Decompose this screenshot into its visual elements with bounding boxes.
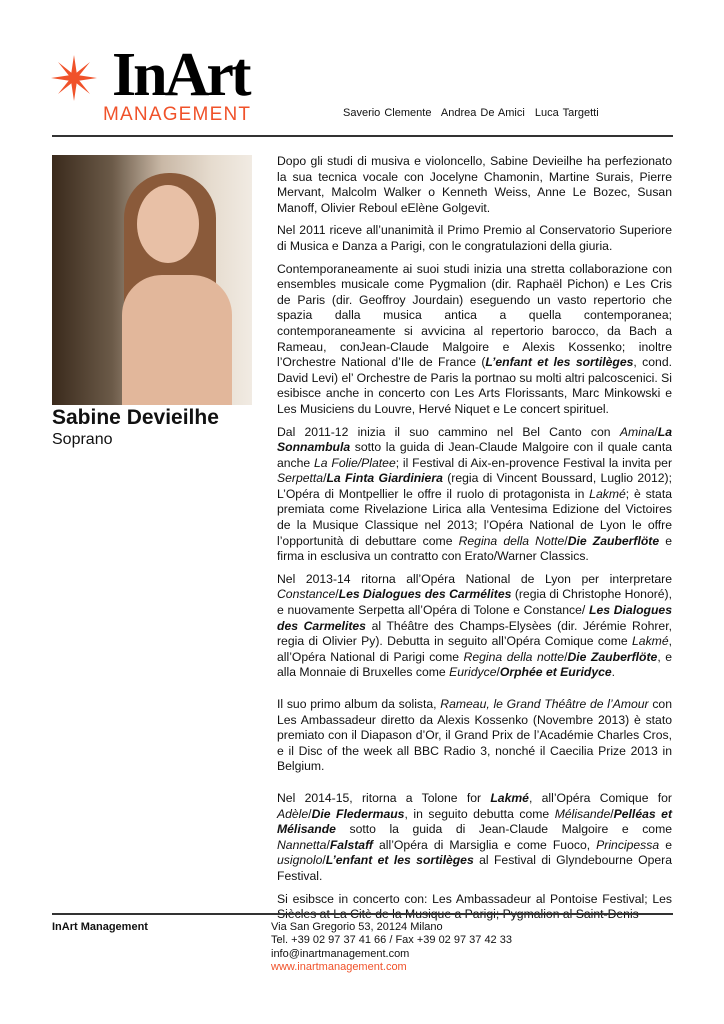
work-title: Pelléas et Mélisande [277,806,673,837]
bio-text: (regia di Christophe Honoré), e nuovamente Serpetta all’Opéra di Tolone e Constance/ [277,587,673,618]
work-title: Die Fledermaus [311,806,405,821]
work-title: Mélisande [554,806,611,821]
bio-text: ; il Festival di Aix-en-provence Festival la invita per [395,455,672,470]
bio-paragraph [277,892,672,923]
bio-text: all’Opéra di Marsiglia e come Fuoco, [372,837,597,852]
work-title: Lakmé [632,634,669,649]
footer-company: InArt Management [52,921,148,933]
partner-names [343,107,605,119]
work-title: Lakmé [490,790,529,805]
bio-text: sotto la guida di Jean-Claude Malgoire con il quale canta anche [277,440,672,470]
work-title: Serpetta [277,471,324,486]
biography [277,154,672,930]
bio-text: / [335,587,339,602]
bio-text: , all’Opéra Comique for [528,790,672,805]
star-icon [50,54,98,102]
bio-paragraph [277,154,672,216]
bio-text: sotto la guida di Jean-Claude Malgoire e come [335,822,672,837]
bio-text: . [611,665,616,680]
bio-text: / [610,806,614,821]
artist-role: Soprano [52,431,113,448]
work-title: Adèle [277,806,309,821]
work-title: Constance [277,587,336,602]
bio-text: con Les Ambassadeur diretto da Alexis Kossenko (Novembre 2013) è stato premiato con il Diapason d’Or, il Grand Prix de l’Académie Charles Cros, e il Disc of the week all BBC Radio 3, nonché il Caecilia Prize 2013 in Belgium. [277,697,672,774]
bio-text: ; è stata premiata come Rivelazione Lirica alla Ventesima Edizione del Victoires de la Musique Classique nel 2013; l’Opéra National de Lyon le offre l’opportunità di debuttare come [277,486,672,548]
footer-contact [271,921,512,974]
work-title: Regina della notte [463,649,565,664]
footer-phone: Tel. +39 02 97 37 41 66 / Fax +39 02 97 37 42 33 [271,934,512,947]
inart-logo [50,41,252,125]
work-title: Lakmé [589,486,626,501]
bio-text: / [564,649,568,664]
bio-text: e firma in esclusiva un contratto con Erato/Warner Classics. [277,533,673,564]
work-title: Rameau, le Grand Théâtre de l’Amour [440,697,649,711]
bio-paragraph [277,791,672,885]
partner-name: Saverio Clemente [343,107,432,119]
work-title: Amina [619,424,655,439]
logo-subtitle: MANAGEMENT [103,104,252,125]
bio-text: Contemporaneamente ai suoi studi inizia una stretta collaborazione con ensembles musicale come Pygmalion (dir. Raphaël Pichon) e Les Cris de Paris (dir. Geoffroy Jourdain) eseguendo un vasto repertorio che spazia dalla musica antica a quella contemporanea; contemporaneamente si avvicina al repertorio barocco, da Bach a Rameau, conJean-Claude Malgoire e Alexis Kossenko; inoltre l’Orchestre National d’Ile de France ( [277,261,672,370]
work-title: Falstaff [329,837,373,852]
bio-text: / [322,853,326,868]
footer-address: Via San Gregorio 53, 20124 Milano [271,921,443,933]
footer-divider [52,913,673,915]
bio-text: / [326,837,330,852]
bio-text: Il suo primo album da solista, [277,697,441,711]
work-title: La Folie/Platee [314,455,396,470]
bio-text: Dal 2011-12 inizia il suo cammino nel Bel Canto con [277,424,620,439]
bio-paragraph [277,262,672,418]
bio-text: (regia di Vincent Boussard, Luglio 2012); L’Opéra di Montpellier le offre il ruolo di protagonista in [277,471,672,501]
partner-name: Andrea De Amici [440,107,525,119]
artist-photo [52,155,252,405]
bio-text: Nel 2011 riceve all’unanimità il Primo Premio al Conservatorio Superiore di Musica e Danza a Parigi, con le congratulazioni della giuria. [277,223,672,253]
bio-paragraph [277,223,672,254]
work-title: Orphée et Euridyce [499,665,612,680]
work-title: usignolo [277,853,323,868]
bio-paragraph [277,425,672,565]
header-divider [52,135,673,137]
work-title: Die Zauberflöte [567,649,658,664]
footer-email[interactable]: info@inartmanagement.com [271,947,410,960]
bio-text: / [496,665,500,680]
bio-text: , in seguito debutta come [404,806,555,821]
bio-text: , e alla Monnaie di Bruxelles come [277,649,673,680]
bio-text: , cond. David Levi) el’ Orchestre de Paris la portnao su molti altri palcoscenici. Si esibisce anche in concerto con Les Arts Florissants, Marc Minkowski e Les Musiciens du Louvre, Hervé Niquet e Le concert spirituel. [277,355,672,416]
bio-text: al Festival di Glyndebourne Opera Festival. [277,853,672,883]
logo-wordmark: InArt [112,41,249,109]
bio-text: / [308,806,312,821]
work-title: Nannetta [277,837,327,852]
bio-text: / [323,471,327,486]
work-title: Die Zauberflöte [567,533,660,548]
bio-text: Si esibsce in concerto con: Les Ambassadeur al Pontoise Festival; Les [277,891,672,906]
bio-text: Dopo gli studi di musiva e violoncello, Sabine Devieilhe ha perfezionato la sua tecnica vocale con Jocelyne Chamonin, Martine Surais, Pierre Mervant, Malcolm Walker o Kenneth Weiss, Anne Le Bozec, Susan Manoff, Olivier Reboul eElène Golgevit. [277,154,672,215]
work-title: Les Dialogues des Carmélites [338,587,512,602]
work-title: Principessa [596,837,660,852]
bio-text: Nel 2014-15, ritorna a Tolone for [277,790,491,805]
work-title: Les Dialogues des Carmelites [277,603,672,633]
work-title: L’enfant et les sortilèges [325,853,474,868]
work-title: L’enfant et les sortilèges [485,355,634,370]
work-title: La Finta Giardiniera [326,471,443,486]
bio-text: e [659,837,672,852]
work-title: Euridyce [449,665,497,680]
work-title: Regina della Notte [458,533,565,548]
artist-name: Sabine Devieilhe [52,406,219,429]
work-title: La Sonnambula [277,424,672,455]
bio-text: / [564,533,568,548]
bio-text: al Théâtre des Champs-Elysèes (dir. Jérémie Rohrer, regia di Olivier Py). Debutta in seguito all’Opéra Comique come [277,618,672,649]
footer-website-link[interactable]: www.inartmanagement.com [271,960,407,973]
bio-text: Nel 2013-14 ritorna all’Opéra National de Lyon per interpretare [277,571,672,586]
partner-name: Luca Targetti [534,107,599,119]
bio-text: , all’Opéra National di Parigi come [277,634,672,664]
bio-text: / [654,424,658,439]
bio-paragraph [277,572,672,681]
bio-paragraph [277,697,672,775]
